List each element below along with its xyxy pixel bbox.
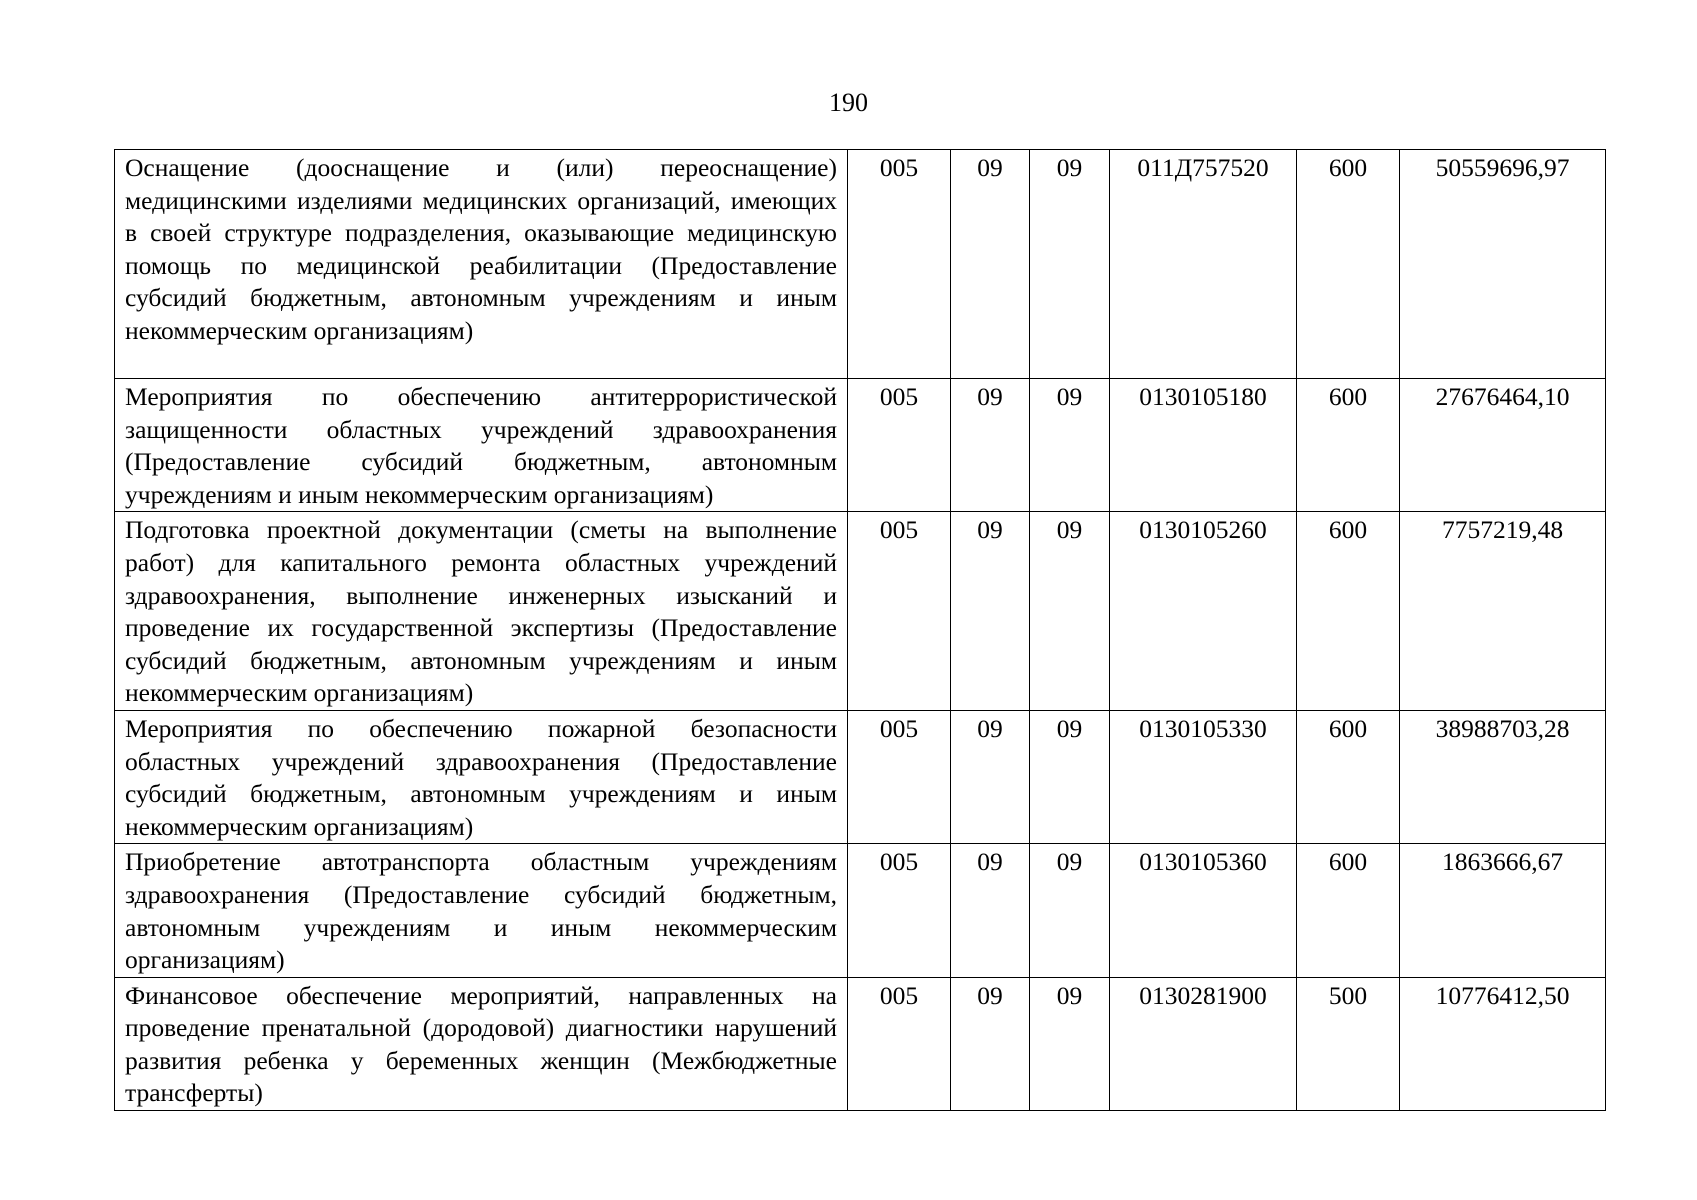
section-code: 09 [951,379,1030,512]
amount-value: 10776412,50 [1400,977,1606,1110]
ministry-code: 005 [848,844,951,977]
budget-table [114,149,1606,1111]
target-article-code: 0130105180 [1110,379,1297,512]
subsection-code: 09 [1030,379,1110,512]
section-code: 09 [951,844,1030,977]
subsection-code: 09 [1030,977,1110,1110]
table-row [115,512,1606,711]
amount-value: 38988703,28 [1400,710,1606,843]
target-article-code: 0130105260 [1110,512,1297,711]
page-number: 190 [829,88,868,117]
target-article-code: 0130281900 [1110,977,1297,1110]
expense-type-code: 600 [1297,844,1400,977]
ministry-code: 005 [848,150,951,379]
amount-value: 50559696,97 [1400,150,1606,379]
subsection-code: 09 [1030,150,1110,379]
section-code: 09 [951,977,1030,1110]
expense-type-code: 500 [1297,977,1400,1110]
table-row [115,844,1606,977]
expense-type-code: 600 [1297,512,1400,711]
expense-type-code: 600 [1297,150,1400,379]
row-description: Финансовое обеспечение мероприятий, направленных на проведение пренатальной (дородовой) диагностики нарушений развития ребенка у беременных женщин (Межбюджетные трансферты) [115,977,848,1110]
row-description: Подготовка проектной документации (сметы на выполнение работ) для капитального ремонта областных учреждений здравоохранения, выполнение инженерных изысканий и проведение их государственной экспертизы (Предоставление субсидий бюджетным, автономным учреждениям и иным некоммерческим организациям) [115,512,848,711]
subsection-code: 09 [1030,512,1110,711]
table-row [115,150,1606,379]
ministry-code: 005 [848,710,951,843]
section-code: 09 [951,710,1030,843]
section-code: 09 [951,512,1030,711]
subsection-code: 09 [1030,710,1110,843]
amount-value: 7757219,48 [1400,512,1606,711]
table-row [115,710,1606,843]
row-description: Мероприятия по обеспечению антитеррористической защищенности областных учреждений здравоохранения (Предоставление субсидий бюджетным, автономным учреждениям и иным некоммерческим организациям) [115,379,848,512]
target-article-code: 0130105360 [1110,844,1297,977]
row-description: Приобретение автотранспорта областным учреждениям здравоохранения (Предоставление субсидий бюджетным, автономным учреждениям и иным некоммерческим организациям) [115,844,848,977]
target-article-code: 0130105330 [1110,710,1297,843]
expense-type-code: 600 [1297,710,1400,843]
target-article-code: 011Д757520 [1110,150,1297,379]
expense-type-code: 600 [1297,379,1400,512]
ministry-code: 005 [848,512,951,711]
ministry-code: 005 [848,379,951,512]
subsection-code: 09 [1030,844,1110,977]
table-row [115,977,1606,1110]
ministry-code: 005 [848,977,951,1110]
row-description: Мероприятия по обеспечению пожарной безопасности областных учреждений здравоохранения (Предоставление субсидий бюджетным, автономным учреждениям и иным некоммерческим организациям) [115,710,848,843]
row-description: Оснащение (дооснащение и (или) переоснащение) медицинскими изделиями медицинских организаций, имеющих в своей структуре подразделения, оказывающие медицинскую помощь по медицинской реабилитации (Предоставление субсидий бюджетным, автономным учреждениям и иным некоммерческим организациям) [115,150,848,379]
amount-value: 1863666,67 [1400,844,1606,977]
amount-value: 27676464,10 [1400,379,1606,512]
section-code: 09 [951,150,1030,379]
table-row [115,379,1606,512]
